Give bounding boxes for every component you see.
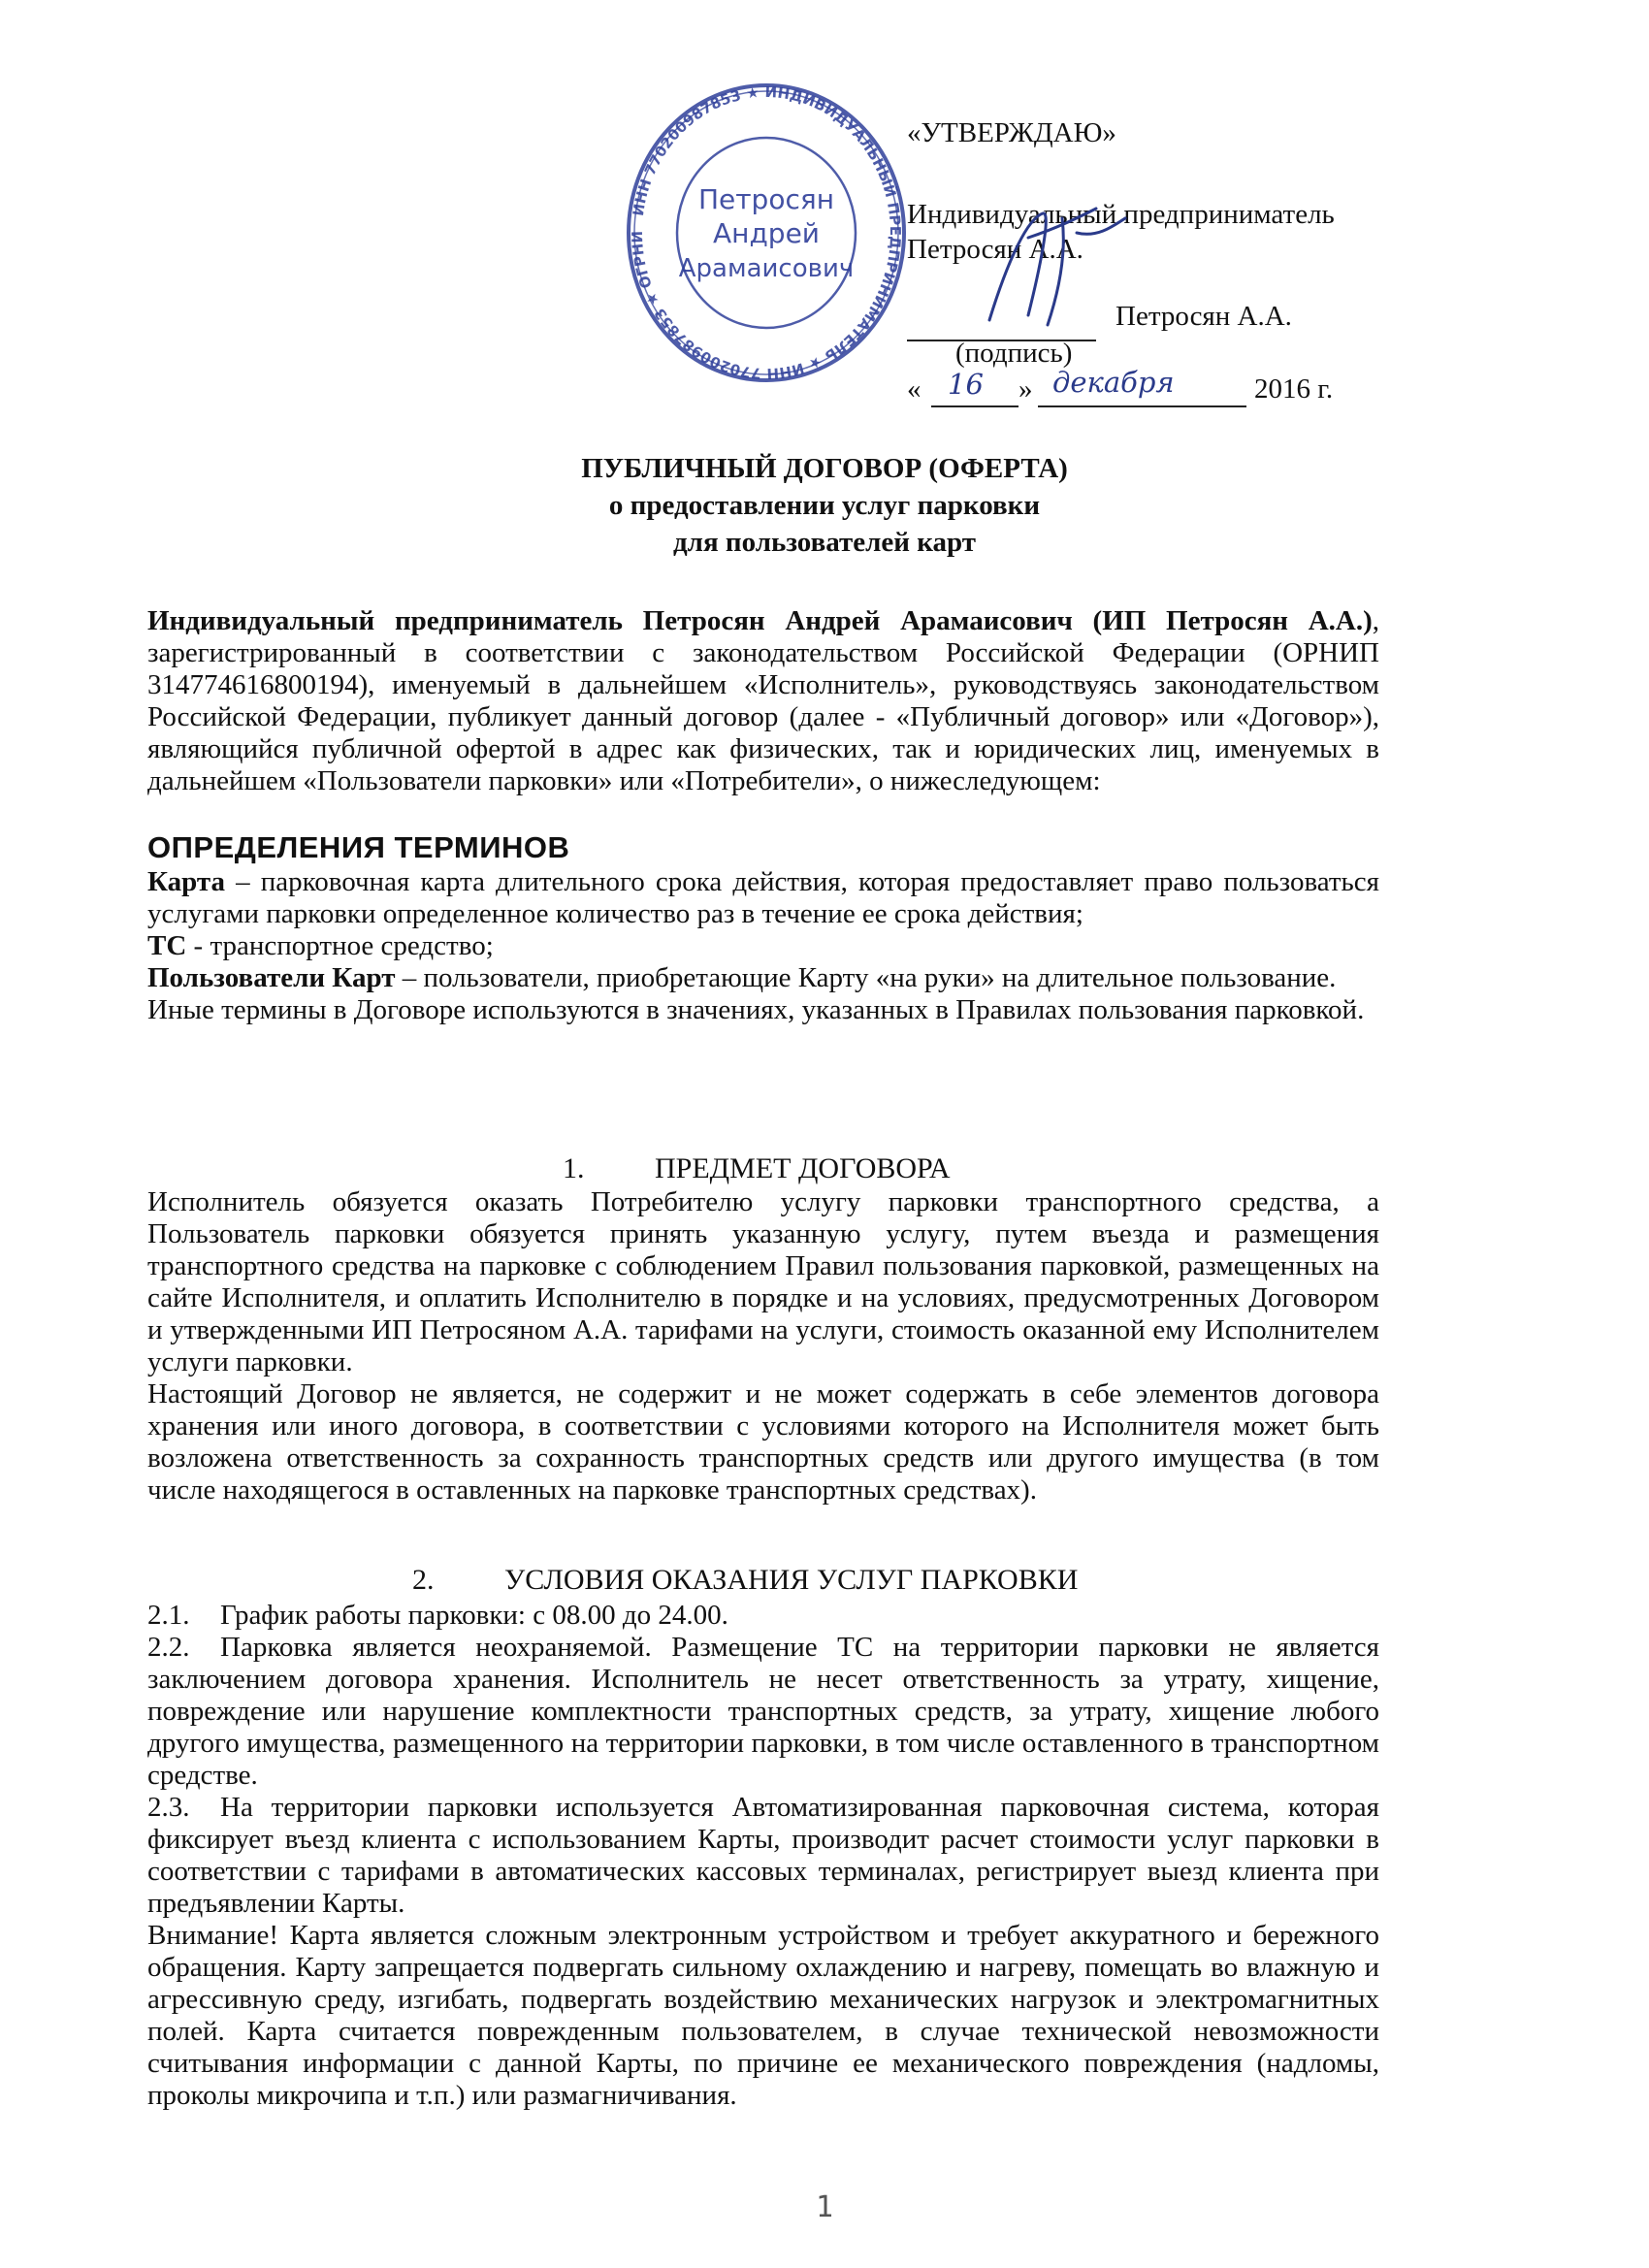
signature-caption: (подпись) (955, 338, 1073, 369)
stamp-ring-text: ИНН 770200987853 ★ ИНДИВИДУАЛЬНЫЙ ПРЕДПРИНИМАТЕЛЬ ★ ИНН 770200987853 ★ ОГРНИ (628, 82, 905, 383)
handwritten-signature (970, 199, 1135, 335)
approver-role: Индивидуальный предприниматель (907, 199, 1335, 230)
round-stamp (621, 78, 912, 388)
intro-text: , зарегистрированный в соответствии с законодательством Российской Федерации (ОРНИП 314774616800194), именуемый в дальнейшем «Исполнитель», руководствуясь законодательством Российской Федерации, публикует данный договор (далее - «Публичный договор» или «Договор»), являющийся публичной офертой в адрес как физических, так и юридических лиц, именуемых в дальнейшем «Пользователи парковки» или «Потребители», о нижеследующем: (147, 605, 1379, 796)
section-2-item: 2.2. Парковка является неохраняемой. Размещение ТС на территории парковки не является заключением договора хранения. Исполнитель не несет ответственность за утрату, хищение, повреждение или нарушение комплектности транспортных средств, за утрату, хищение любого другого имущества, размещенного на территории парковки, в том числе оставленного в транспортном средстве. (147, 1632, 1379, 1791)
definition-users: Пользователи Карт – пользователи, приобретающие Карту «на руки» на длительное пользование. (147, 962, 1337, 993)
date-day-underline (931, 405, 1018, 407)
date-close-quote: » (1018, 373, 1033, 405)
approve-label: «УТВЕРЖДАЮ» (907, 117, 1116, 148)
date-open-quote: « (907, 373, 922, 405)
doc-subtitle-1: о предоставлении услуг парковки (608, 490, 1041, 521)
section-2-item: 2.3. На территории парковки используется Автоматизированная парковочная система, которая фиксирует въезд клиента с использованием Карты, производит расчет стоимости услуг парковки в соответствии с тарифами в автоматических кассовых терминалах, регистрирует выезд клиента при предъявлении Карты. (147, 1792, 1379, 1919)
section-1-paragraph-2: Настоящий Договор не является, не содержит и не может содержать в себе элементов договора хранения или иного договора, в соответствии с условиями которого на Исполнителя может быть возложена ответственность за сохранность транспортных средств или другого имущества (в том числе находящегося в оставленных на парковке транспортных средствах). (147, 1378, 1379, 1506)
definition-other: Иные термины в Договоре используются в значениях, указанных в Правилах пользования парковкой. (147, 994, 1365, 1025)
definitions-block (147, 866, 1379, 1026)
stamp-name-1: Петросян (697, 183, 835, 215)
section-2-title: 2. УСЛОВИЯ ОКАЗАНИЯ УСЛУГ ПАРКОВКИ (412, 1564, 1079, 1596)
date-year: 2016 г. (1254, 373, 1334, 405)
section-2-item: 2.1. График работы парковки: с 08.00 до 24.00. (147, 1600, 728, 1631)
stamp-graphic (621, 78, 912, 388)
definitions-heading: ОПРЕДЕЛЕНИЯ ТЕРМИНОВ (147, 830, 570, 864)
intro-party: Индивидуальный предприниматель Петросян Андрей Арамаисович (ИП Петросян А.А.) (147, 605, 1373, 636)
approver-short-name: Петросян А.А. (907, 234, 1083, 265)
section-1-body (147, 1186, 1379, 1507)
stamp-name-3: Арамаисович (678, 254, 855, 283)
intro-paragraph (147, 605, 1379, 797)
section-1-title: 1. ПРЕДМЕТ ДОГОВОРА (563, 1152, 951, 1184)
date-month: декабря (1052, 366, 1175, 399)
section-1-paragraph-1: Исполнитель обязуется оказать Потребителю услугу парковки транспортного средства, а Пользователь парковки обязуется принять указанную услугу, путем въезда и размещения транспортного средства на парковке с соблюдением Правил пользования парковкой, размещенных на сайте Исполнителя, и оплатить Исполнителю в порядке и на условиях, предусмотренных Договором и утвержденными ИП Петросяном А.А. тарифами на услуги, стоимость оказанной ему Исполнителем услуги парковки. (147, 1186, 1379, 1377)
definition-ts: ТС - транспортное средство; (147, 930, 494, 961)
definition-card: Карта – парковочная карта длительного срока действия, которая предоставляет право пользоваться услугами парковки определенное количество раз в течение ее срока действия; (147, 866, 1379, 929)
page-number: 1 (815, 2190, 834, 2224)
doc-title: ПУБЛИЧНЫЙ ДОГОВОР (ОФЕРТА) (581, 453, 1068, 484)
section-2-warning: Внимание! Карта является сложным электронным устройством и требует аккуратного и бережного обращения. Карту запрещается подвергать сильному охлаждению и нагреву, помещать во влажную и агрессивную среду, изгибать, подвергать воздействию механических нагрузок и электромагнитных полей. Карта считается поврежденным пользователем, в случае технической невозможности считывания информации с данной Карты, по причине ее механического повреждения (надломы, проколы микрочипа и т.п.) или размагничивания. (147, 1920, 1379, 2111)
section-2-body (147, 1600, 1379, 2112)
date-month-underline (1038, 405, 1246, 407)
signer-name: Петросян А.А. (1116, 301, 1292, 332)
date-day: 16 (948, 368, 984, 401)
doc-subtitle-2: для пользователей карт (673, 527, 976, 558)
stamp-name-2: Андрей (712, 217, 821, 249)
